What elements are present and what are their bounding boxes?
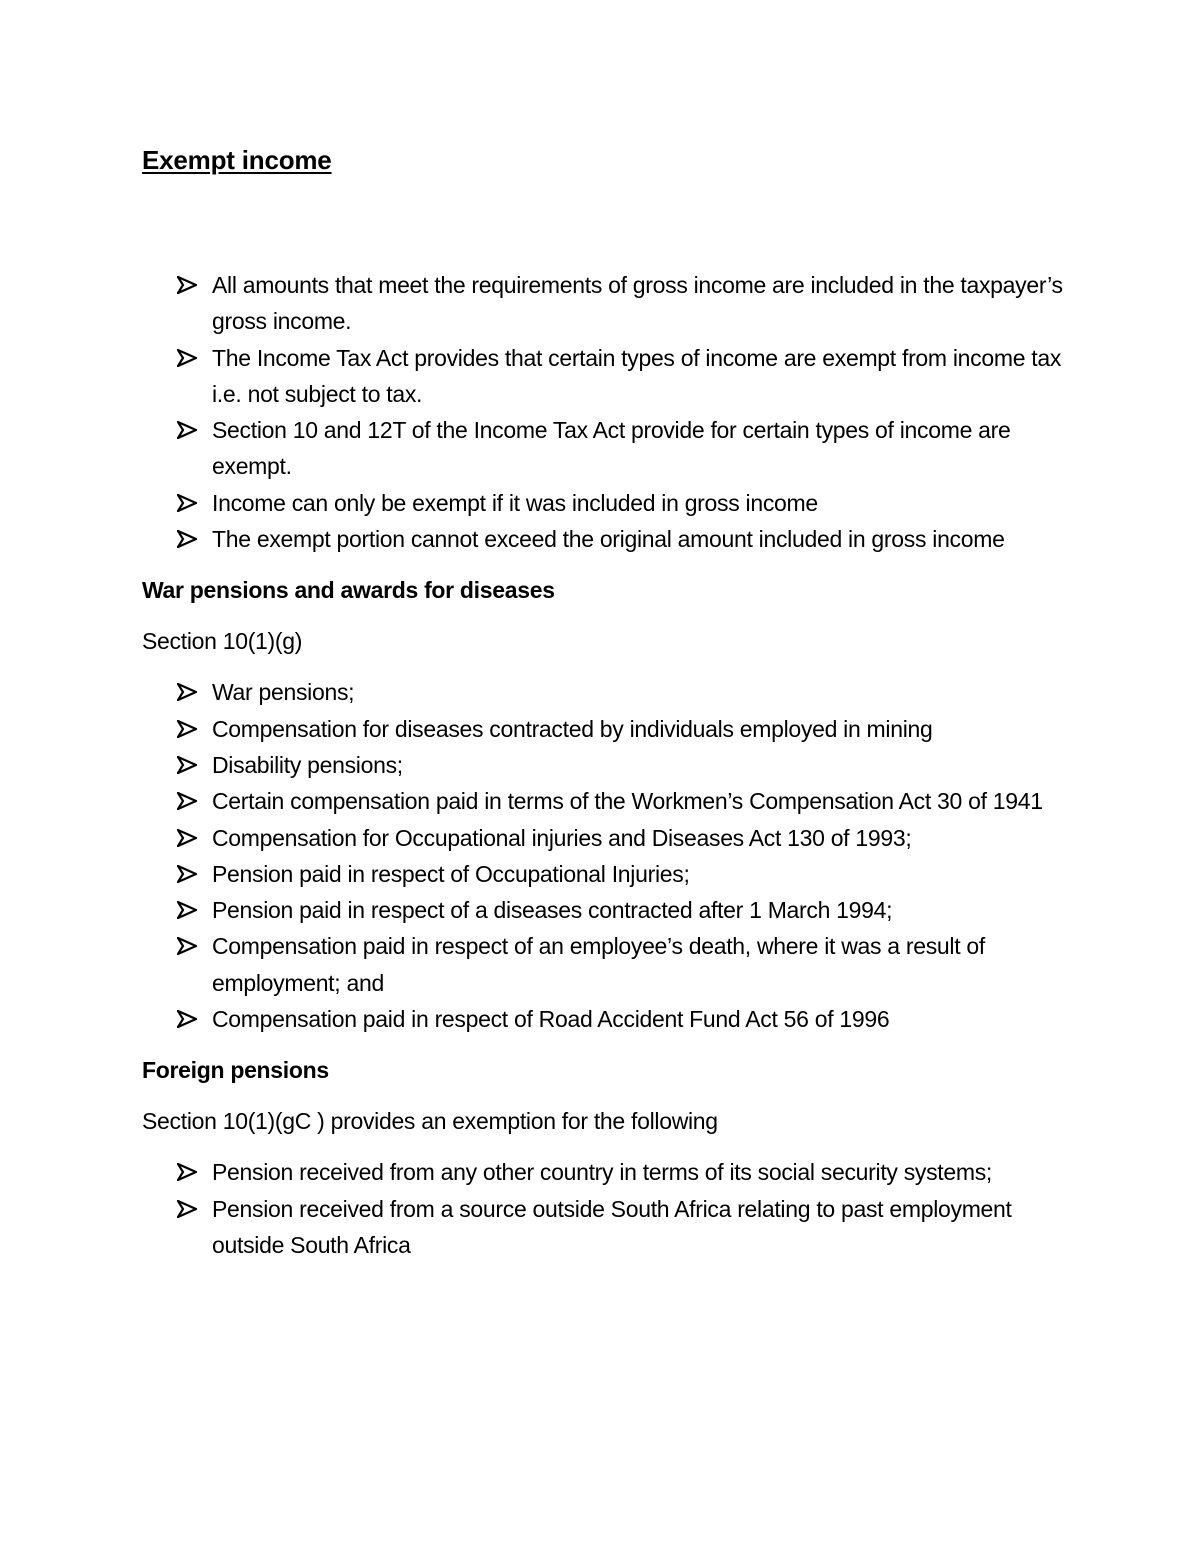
list-item: [142, 1154, 1072, 1190]
list-item-text: Compensation paid in respect of an employee’s death, where it was a result of employment; and: [212, 933, 985, 996]
list-item-text: All amounts that meet the requirements of gross income are included in the taxpayer’s gross income.: [212, 272, 1063, 335]
arrowhead-bullet-icon: [177, 856, 203, 892]
arrowhead-bullet-icon: [177, 1154, 203, 1190]
list-item: [142, 820, 1072, 856]
list-item: [142, 1191, 1072, 1264]
list-item: [142, 521, 1072, 557]
list-item: [142, 928, 1072, 1001]
intro-bullet-list: [142, 267, 1072, 557]
list-item-text: Disability pensions;: [212, 751, 403, 778]
section-subheading: Section 10(1)(gC ) provides an exemption for the following: [142, 1108, 718, 1135]
arrowhead-bullet-icon: [177, 747, 203, 783]
arrowhead-bullet-icon: [177, 1191, 203, 1227]
list-item: [142, 856, 1072, 892]
arrowhead-bullet-icon: [177, 820, 203, 856]
list-item: [142, 747, 1072, 783]
list-item: [142, 711, 1072, 747]
arrowhead-bullet-icon: [177, 711, 203, 747]
arrowhead-bullet-icon: [177, 1001, 203, 1037]
list-item: [142, 783, 1072, 819]
section-subheading: Section 10(1)(g): [142, 628, 303, 655]
list-item-text: Section 10 and 12T of the Income Tax Act provide for certain types of income are exempt.: [212, 417, 1011, 480]
page-title: Exempt income: [142, 145, 332, 175]
list-item-text: The exempt portion cannot exceed the original amount included in gross income: [212, 526, 1005, 553]
list-item-text: The Income Tax Act provides that certain types of income are exempt from income tax i.e. not subject to tax.: [212, 344, 1062, 407]
arrowhead-bullet-icon: [177, 412, 203, 448]
list-item: [142, 412, 1072, 485]
list-item-text: Pension paid in respect of a diseases contracted after 1 March 1994;: [212, 897, 893, 924]
war-pensions-bullet-list: [142, 674, 1072, 1037]
list-item-text: Certain compensation paid in terms of the Workmen’s Compensation Act 30 of 1941: [212, 788, 1043, 815]
list-item-text: Compensation paid in respect of Road Accident Fund Act 56 of 1996: [212, 1006, 890, 1033]
list-item: [142, 674, 1072, 710]
list-item: [142, 267, 1072, 340]
list-item: [142, 892, 1072, 928]
list-item-text: Pension received from any other country in terms of its social security systems;: [212, 1159, 993, 1186]
arrowhead-bullet-icon: [177, 521, 203, 557]
arrowhead-bullet-icon: [177, 892, 203, 928]
list-item-text: Compensation for diseases contracted by individuals employed in mining: [212, 715, 933, 742]
arrowhead-bullet-icon: [177, 267, 203, 303]
arrowhead-bullet-icon: [177, 928, 203, 964]
section-heading-war-pensions: War pensions and awards for diseases: [142, 577, 555, 604]
list-item: [142, 1001, 1072, 1037]
arrowhead-bullet-icon: [177, 674, 203, 710]
list-item: [142, 485, 1072, 521]
arrowhead-bullet-icon: [177, 485, 203, 521]
document-page: [142, 138, 1072, 1263]
arrowhead-bullet-icon: [177, 340, 203, 376]
list-item: [142, 340, 1072, 413]
list-item-text: War pensions;: [212, 679, 355, 706]
arrowhead-bullet-icon: [177, 783, 203, 819]
list-item-text: Pension paid in respect of Occupational Injuries;: [212, 860, 690, 887]
foreign-pensions-bullet-list: [142, 1154, 1072, 1263]
list-item-text: Pension received from a source outside South Africa relating to past employment outside South Africa: [212, 1195, 1012, 1258]
list-item-text: Income can only be exempt if it was included in gross income: [212, 489, 818, 516]
section-heading-foreign-pensions: Foreign pensions: [142, 1057, 329, 1084]
list-item-text: Compensation for Occupational injuries and Diseases Act 130 of 1993;: [212, 824, 912, 851]
